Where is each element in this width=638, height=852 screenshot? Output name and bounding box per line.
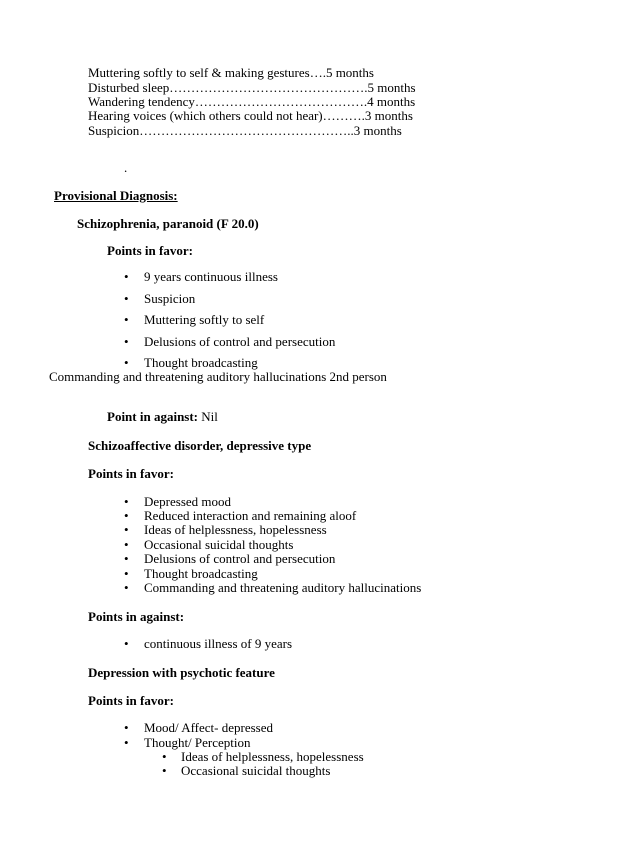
list-item: • 9 years continuous illness: [144, 269, 278, 285]
extra-line: Commanding and threatening auditory hallucinations 2nd person: [49, 369, 387, 384]
points-in-favor-label: Points in favor:: [88, 466, 174, 481]
diagnosis-title: Depression with psychotic feature: [88, 665, 275, 680]
points-against-label: Point in against:: [107, 409, 199, 424]
duration-line: Muttering softly to self & making gestures….5 months: [88, 65, 374, 80]
duration-line: Wandering tendency………………………………….4 months: [88, 94, 416, 109]
list-item: • Commanding and threatening auditory hallucinations: [144, 580, 421, 596]
duration-line: Disturbed sleep……………………………………….5 months: [88, 80, 416, 95]
list-item: • Delusions of control and persecution: [144, 334, 335, 350]
list-item: • Mood/ Affect- depressed: [144, 720, 273, 736]
points-against-row: [107, 409, 218, 425]
diagnosis-title: Schizophrenia, paranoid (F 20.0): [77, 216, 259, 231]
diagnosis-title: Schizoaffective disorder, depressive type: [88, 438, 312, 453]
list-item: • Thought broadcasting: [144, 355, 258, 371]
list-item: • Muttering softly to self: [144, 312, 264, 328]
list-item: • Thought broadcasting: [144, 566, 258, 582]
list-item: • Ideas of helplessness, hopelessness: [144, 522, 327, 538]
points-in-favor-label: Points in favor:: [107, 243, 193, 258]
points-against-label: Points in against:: [88, 609, 185, 624]
list-item: • continuous illness of 9 years: [144, 636, 292, 652]
stray-dot: .: [124, 160, 128, 175]
list-item: • Occasional suicidal thoughts: [144, 537, 293, 553]
sub-list-item: • Occasional suicidal thoughts: [181, 763, 330, 779]
list-item: • Reduced interaction and remaining aloof: [144, 508, 356, 524]
list-item: • Delusions of control and persecution: [144, 551, 335, 567]
duration-line: Suspicion…………………………………………..3 months: [88, 123, 402, 138]
section-heading: Provisional Diagnosis:: [54, 188, 178, 203]
points-in-favor-label: Points in favor:: [88, 693, 174, 708]
sub-list-item: • Ideas of helplessness, hopelessness: [181, 749, 364, 765]
list-item: • Thought/ Perception: [144, 735, 251, 751]
list-item: • Suspicion: [144, 291, 195, 307]
duration-line: Hearing voices (which others could not hear)……….3 months: [88, 108, 413, 123]
points-against-value: Nil: [198, 409, 218, 424]
list-item: • Depressed mood: [144, 494, 231, 510]
